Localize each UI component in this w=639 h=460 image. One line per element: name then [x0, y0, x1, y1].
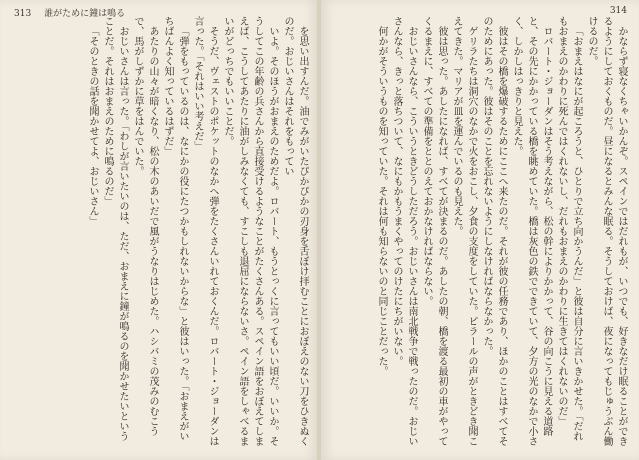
right-page-text	[329, 16, 629, 448]
paragraph: 「おまえはなにが起ころうと、ひとりで立ち向かうんだ」と彼は自分に言いきかせた。「だれもおまえのかわりに死んではくれないし、だれもおまえのかわりに生きてはくれないのだ」	[556, 16, 582, 441]
paragraph: 彼は思った。あしたになれば、すべてが決まるのだ。あしたの朝、橋を渡る最初の車がやってくるまえに、すべての準備をととのえておかなければならない。	[421, 16, 447, 446]
paragraph: 「弾をもっているのは、なにかの役にたつかもしれないからな」と彼はいった。「おまえがいちばんよく知っているはずだ」	[162, 16, 188, 441]
paragraph: あたりの山々が暗くなり、松の木のあいだで風がうなりはじめた。ハシバミの茂みのむこうで、馬がしずかに草をはんでいた。	[132, 16, 158, 436]
paragraph: かならず寝なくちゃいかんぞ。スペインではだれもが、いつでも、好きなだけ眠ることができるようにしておくものだ。昼になるとみんな眠る。そうしておけば、夜になってもじゅうぶん働けるのだ。	[586, 16, 627, 446]
left-page-text	[10, 16, 310, 448]
paragraph: おじいさんなら、こういうときどうしただろう。おじいさんは南北戦争で戦ったのだ。おじいさんなら、きっと落ちついて、なにもかもうまくやってのけたにちがいない。	[391, 16, 417, 446]
right-running-head	[610, 6, 627, 16]
paragraph: そうだ、ヴェストのポケットのなかへ弾をたくさんいれておくんだ。ロバート・ジョーダンは言った。「それはいい考えだ」	[192, 16, 218, 446]
paragraph: 「そのときの話を聞かせてよ、おじいさん」	[87, 26, 98, 226]
paragraph: おじいさんは言った。「わしが言いたいのは、ただ、おまえに鐘が鳴るのを聞かせたいということだ。それはおまえのために鳴るのだ」	[102, 16, 128, 441]
left-page-number: 313	[14, 9, 32, 19]
book-title: 誰がために鐘は鳴る	[44, 9, 126, 19]
paragraph: ロバート・ジョーダンはそう考えながら、松の幹によりかかって、谷の向こうに見える道路と、その先にかかっている橋を眺めていた。橋は灰色の鉄でできていて、夕方の光のなかで小さく、しかしはっきりと見えた。	[511, 16, 552, 446]
right-page	[321, 0, 639, 460]
paragraph: いよ。そのほうがおまえのためだよ。ロバート、もうとっくに言ってもいい頃だ。いいか。そうしてこの年齢の兵さんから直接受けるようなことがたくさんある。スペイン語をおぼえてしまえば、こうしてあたりに油がしみなくても、すこしも退屈にならないさ。ペイン語をしゃべるまいがどっちでもいいことだ。	[222, 16, 278, 446]
paragraph: 彼はその橋を爆破するためにここへ来たのだ。それが彼の任務であり、ほかのことはすべてそのためにあった。彼はそのことを忘れないようにしなければならなかった。	[481, 16, 507, 446]
paragraph: を思い出すんだ。油でみがいたぴかぴかの刃身を舌ぼけ拝むことにおぼえのない刀をひきぬくのだ。おじいさんはそれをもってい	[282, 16, 308, 446]
left-page	[0, 0, 318, 460]
paragraph: ゲリラたちは洞穴のなかで火をおこし、夕食の支度をしていた。ピラールの声がときどき聞こえてきた。マリアが皿を運んでいるのも見えた。	[451, 16, 477, 446]
paragraph: 何かがそういうものを知っていた。それは何も知らないのと同じことだった。	[376, 26, 387, 376]
right-page-number: 314	[609, 6, 627, 16]
